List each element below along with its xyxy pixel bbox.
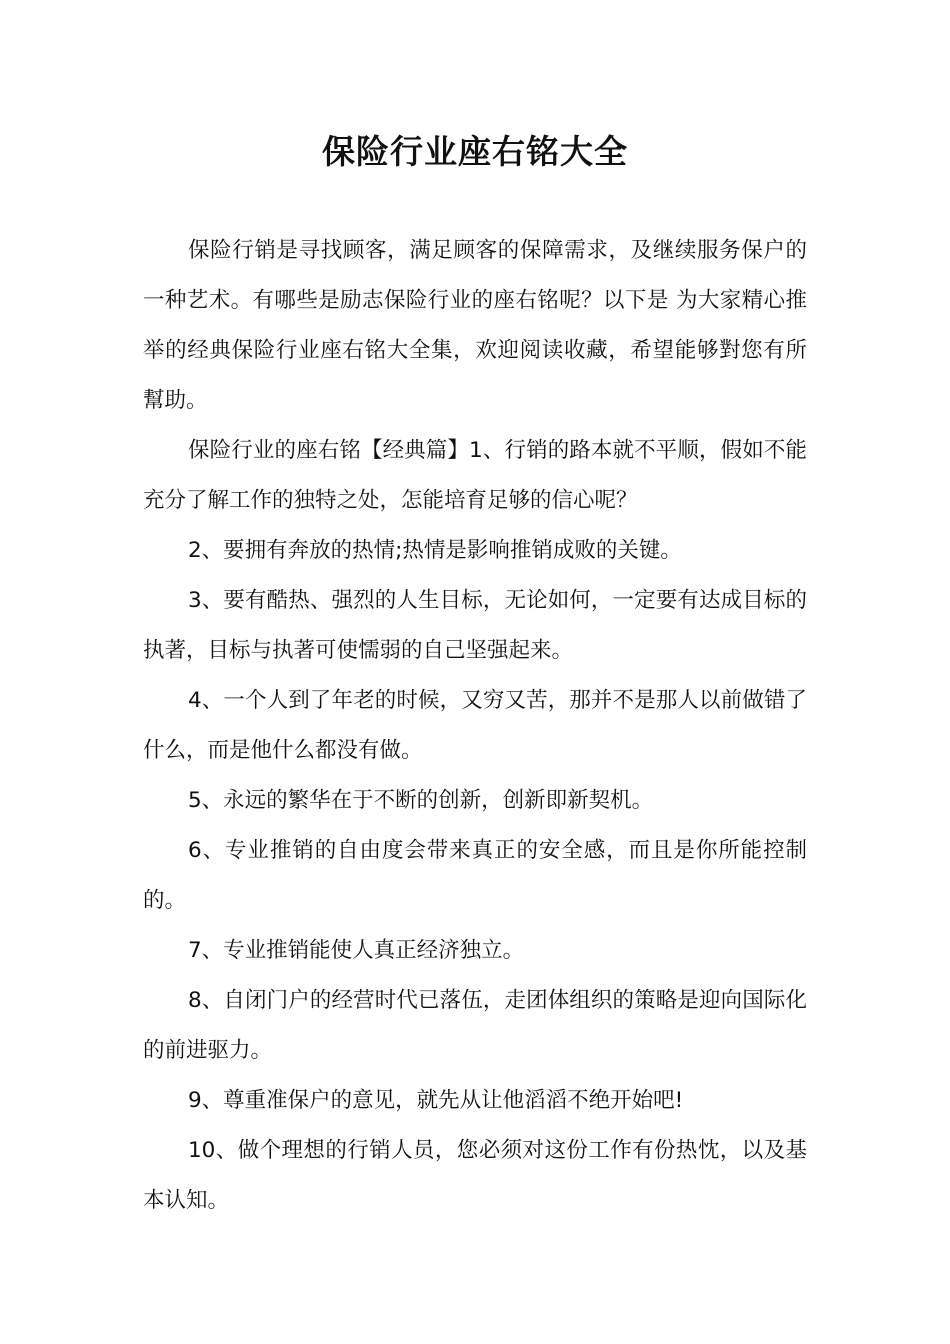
paragraph-classic-1: 保险行业的座右铭【经典篇】1、行销的路本就不平顺，假如不能充分了解工作的独特之处，怎能培育足够的信心呢？ — [143, 438, 807, 513]
paragraph-item-9: 9、尊重准保户的意见，就先从让他滔滔不绝开始吧! — [188, 1088, 684, 1113]
paragraph-item-3: 3、要有酷热、强烈的人生目标，无论如何，一定要有达成目标的执著，目标与执著可使懦弱的自己坚强起来。 — [143, 588, 807, 663]
paragraph-item-10: 10、做个理想的行销人员，您必须对这份工作有份热忱，以及基本认知。 — [143, 1138, 807, 1213]
paragraph-item-6: 6、专业推销的自由度会带来真正的安全感，而且是你所能控制的。 — [143, 838, 807, 913]
paragraph-item-4: 4、一个人到了年老的时候，又穷又苦，那并不是那人以前做错了什么，而是他什么都没有做。 — [143, 688, 807, 763]
paragraph-item-2: 2、要拥有奔放的热情;热情是影响推销成败的关键。 — [188, 538, 682, 563]
document-body — [143, 226, 807, 1226]
paragraph-item-8: 8、自闭门户的经营时代已落伍，走团体组织的策略是迎向国际化的前进驱力。 — [143, 988, 807, 1063]
paragraph-item-5: 5、永远的繁华在于不断的创新，创新即新契机。 — [188, 788, 654, 813]
paragraph-intro: 保险行销是寻找顾客，满足顾客的保障需求，及继续服务保户的一种艺术。有哪些是励志保险行业的座右铭呢？以下是 为大家精心推举的经典保险行业座右铭大全集，欢迎阅读收藏，希望能够對您有所幫助。 — [143, 238, 807, 413]
document-title: 保险行业座右铭大全 — [322, 132, 628, 171]
paragraph-item-7: 7、专业推销能使人真正经济独立。 — [188, 938, 525, 963]
